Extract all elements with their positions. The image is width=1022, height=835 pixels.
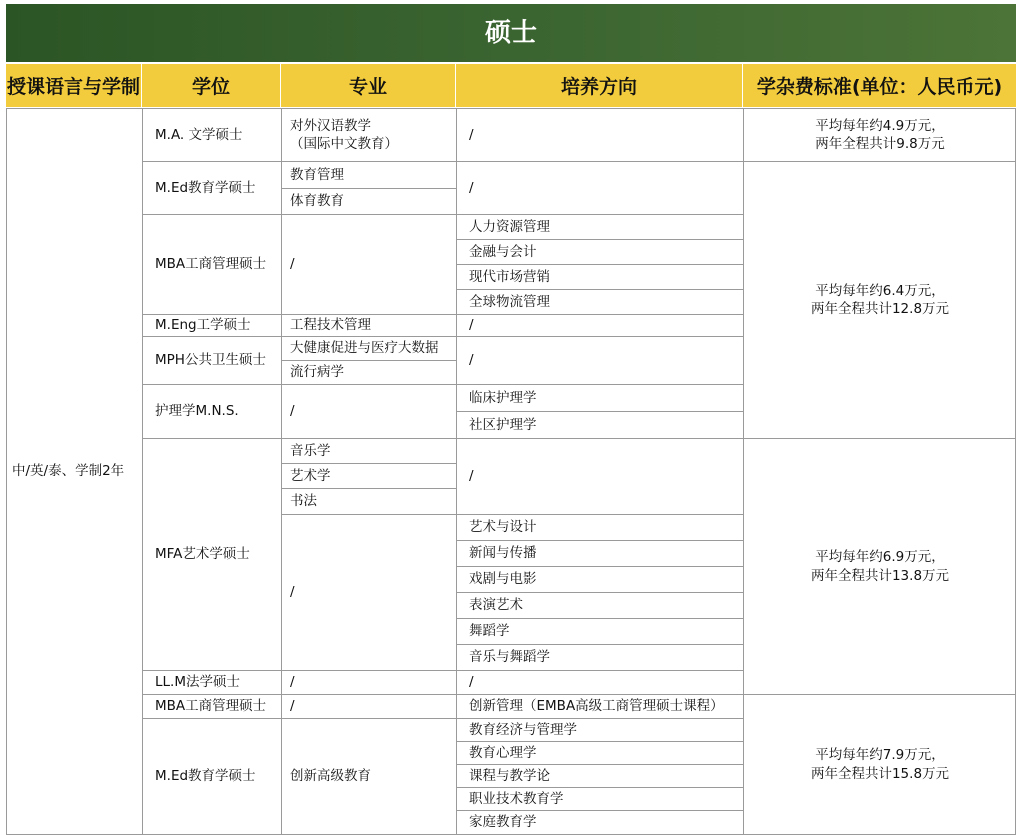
fee-group-3-line1: 平均每年约6.9万元， xyxy=(815,549,945,566)
major-mfa-rest: / xyxy=(281,514,456,670)
direction-med2-2: 教育心理学 xyxy=(456,741,743,764)
direction-mba-2: 金融与会计 xyxy=(456,239,743,264)
header-degree: 学位 xyxy=(142,64,281,107)
degree-mns: 护理学M.N.S. xyxy=(142,384,281,438)
direction-mfa-b-3: 戏剧与电影 xyxy=(456,566,743,592)
direction-med: / xyxy=(456,161,743,214)
direction-mba-1: 人力资源管理 xyxy=(456,214,743,239)
fee-group-4-line1: 平均每年约7.9万元， xyxy=(815,747,945,764)
direction-mfa-b-4: 表演艺术 xyxy=(456,592,743,618)
degree-med: M.Ed教育学硕士 xyxy=(142,161,281,214)
fee-group-2 xyxy=(743,161,1016,438)
major-meng: 工程技术管理 xyxy=(281,314,456,336)
fee-group-2-line2: 两年全程共计12.8万元 xyxy=(810,301,950,317)
fee-ma-line1: 平均每年约4.9万元， xyxy=(815,117,945,134)
direction-mns-2: 社区护理学 xyxy=(456,411,743,438)
direction-mba-3: 现代市场营销 xyxy=(456,264,743,289)
direction-llm: / xyxy=(456,670,743,694)
direction-emba: 创新管理（EMBA高级工商管理硕士课程） xyxy=(456,694,743,718)
major-emba: / xyxy=(281,694,456,718)
major-med-2: 体育教育 xyxy=(281,188,456,214)
degree-meng: M.Eng工学硕士 xyxy=(142,314,281,336)
degree-ma: M.A. 文学硕士 xyxy=(142,108,281,161)
degree-med-advanced: M.Ed教育学硕士 xyxy=(142,718,281,834)
major-mph-1: 大健康促进与医疗大数据 xyxy=(281,336,456,360)
language-duration-cell: 中/英/泰、学制2年 xyxy=(6,108,142,834)
direction-med2-3: 课程与教学论 xyxy=(456,764,743,787)
degree-mph: MPH公共卫生硕士 xyxy=(142,336,281,384)
direction-mfa-b-6: 音乐与舞蹈学 xyxy=(456,644,743,670)
fee-group-3 xyxy=(743,438,1016,694)
degree-mba: MBA工商管理硕士 xyxy=(142,214,281,314)
direction-med2-5: 家庭教育学 xyxy=(456,810,743,834)
header-fee: 学杂费标准(单位：人民币元) xyxy=(743,64,1016,107)
degree-mfa: MFA艺术学硕士 xyxy=(142,438,281,670)
direction-mns-1: 临床护理学 xyxy=(456,384,743,411)
header-language-duration: 授课语言与学制 xyxy=(6,64,142,107)
major-mfa-2: 艺术学 xyxy=(281,463,456,488)
major-mfa-3: 书法 xyxy=(281,488,456,514)
major-ma xyxy=(281,108,456,161)
major-mba: / xyxy=(281,214,456,314)
direction-mph: / xyxy=(456,336,743,384)
direction-med2-4: 职业技术教育学 xyxy=(456,787,743,810)
fee-ma-line2: 两年全程共计9.8万元 xyxy=(815,136,945,152)
direction-mfa-b-5: 舞蹈学 xyxy=(456,618,743,644)
fee-group-4-line2: 两年全程共计15.8万元 xyxy=(810,765,950,782)
header-major: 专业 xyxy=(281,64,456,107)
major-mfa-1: 音乐学 xyxy=(281,438,456,463)
header-direction: 培养方向 xyxy=(456,64,743,107)
major-ma-line1: 对外汉语教学 xyxy=(290,117,371,134)
degree-emba: MBA工商管理硕士 xyxy=(142,694,281,718)
major-med-1: 教育管理 xyxy=(281,161,456,188)
major-ma-line2: （国际中文教育） xyxy=(290,136,398,152)
major-med-advanced: 创新高级教育 xyxy=(281,718,456,834)
direction-meng: / xyxy=(456,314,743,336)
direction-mfa-b-1: 艺术与设计 xyxy=(456,514,743,540)
fee-group-4 xyxy=(743,694,1016,834)
fee-ma xyxy=(743,108,1016,161)
table-title: 硕士 xyxy=(6,4,1016,62)
fee-group-2-line1: 平均每年约6.4万元， xyxy=(815,282,945,299)
direction-mba-4: 全球物流管理 xyxy=(456,289,743,314)
direction-mfa-a: / xyxy=(456,438,743,514)
direction-mfa-b-2: 新闻与传播 xyxy=(456,540,743,566)
degree-llm: LL.M法学硕士 xyxy=(142,670,281,694)
major-llm: / xyxy=(281,670,456,694)
fee-group-3-line2: 两年全程共计13.8万元 xyxy=(810,567,950,584)
direction-ma: / xyxy=(456,108,743,161)
major-mph-2: 流行病学 xyxy=(281,360,456,384)
direction-med2-1: 教育经济与管理学 xyxy=(456,718,743,741)
major-mns: / xyxy=(281,384,456,438)
